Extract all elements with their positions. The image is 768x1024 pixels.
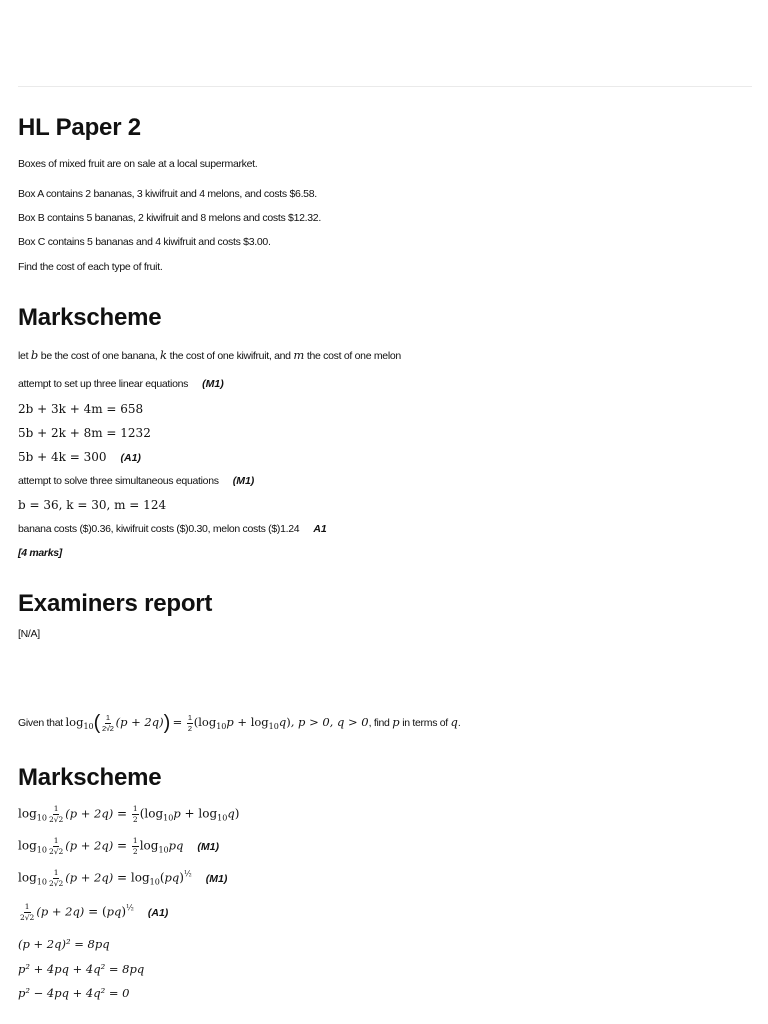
ms1-equation-2: 5b + 2k + 8m = 1232 <box>18 426 151 440</box>
mark-label: (M1) <box>202 378 224 390</box>
q1-box-c: Box C contains 5 bananas and 4 kiwifruit and costs $3.00. <box>18 236 271 248</box>
mark-label: (M1) <box>197 840 219 853</box>
ms1-equation-3: 5b + 4k = 300 (A1) <box>18 450 141 464</box>
ms1-equation-1: 2b + 3k + 4m = 658 <box>18 402 144 416</box>
mark-label: (M1) <box>232 475 255 487</box>
ms2-line-7: p² − 4pq + 4q² = 0 <box>18 986 130 1000</box>
examiners-report-text: [N/A] <box>18 628 40 640</box>
top-divider <box>18 86 752 87</box>
ms1-total-marks: [4 marks] <box>18 547 62 559</box>
ms2-line-6: p² + 4pq + 4q² = 8pq <box>18 962 145 976</box>
ms2-line-3: $\log_{10}$ $\frac{1}{2√2}$ $(p + 2q) = \log_{10}(pq)^{\frac{1}{2}}$ (M1) <box>18 868 228 888</box>
section-heading-markscheme-2: Markscheme <box>18 764 162 791</box>
ms1-step1: attempt to set up three linear equations (M1) <box>18 378 224 390</box>
ms1-solution: b = 36, k = 30, m = 124 <box>18 498 167 512</box>
ms1-answer: banana costs ($)0.36, kiwifruit costs ($)0.30, melon costs ($)1.24 A1 <box>18 523 327 535</box>
q1-box-b: Box B contains 5 bananas, 2 kiwifruit and 8 melons and costs $12.32. <box>18 212 321 224</box>
ms2-line-2: $\log_{10}$ $\frac{1}{2√2}$ (p + 2q) = $\frac{1}{2}$ $\log_{10}pq$ (M1) <box>18 836 219 856</box>
ms2-line-4: $\frac{1}{2√2}$ (p + 2q) = (pq)$^{\frac{1}{2}}$ (A1) <box>20 902 169 922</box>
ms2-line-1: $\log_{10}$ $\frac{1}{2√2}$ (p + 2q) = $\frac{1}{2}$ $(\log_{10}p + \log_{10}q)$ <box>18 804 240 824</box>
section-heading-markscheme-1: Markscheme <box>18 304 162 331</box>
section-heading-paper: HL Paper 2 <box>18 114 141 141</box>
section-heading-examiners-report: Examiners report <box>18 590 213 617</box>
q1-task: Find the cost of each type of fruit. <box>18 261 163 273</box>
ms2-line-5: (p + 2q)² = 8pq <box>18 937 110 951</box>
mark-label: (A1) <box>120 452 141 464</box>
mark-label: (M1) <box>205 872 228 885</box>
ms1-let-line: let b be the cost of one banana, k the cost of one kiwifruit, and m the cost of one melon <box>18 348 401 362</box>
q1-box-a: Box A contains 2 bananas, 3 kiwifruit and 4 melons, and costs $6.58. <box>18 188 317 200</box>
mark-label: (A1) <box>147 906 169 919</box>
ms1-step2: attempt to solve three simultaneous equations (M1) <box>18 475 255 487</box>
mark-label: A1 <box>313 523 327 535</box>
q2-statement: Given that $\log_{10}$( $\frac{1}{2√2}$ (p + 2q)) = $\frac{1}{2}$ $(\log_{10}p + \log_{10}q)$, p > 0, q > 0, find p in terms of q. <box>18 712 461 734</box>
q1-intro: Boxes of mixed fruit are on sale at a local supermarket. <box>18 158 258 170</box>
